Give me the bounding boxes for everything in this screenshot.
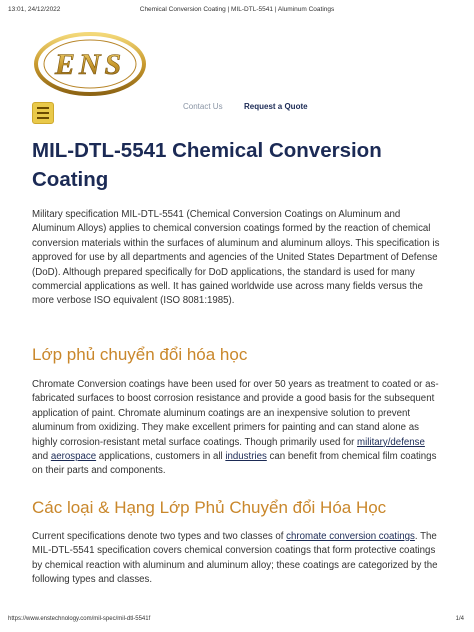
chromate-conversion-coatings-link[interactable]: chromate conversion coatings bbox=[286, 531, 415, 542]
types-paragraph bbox=[32, 530, 442, 588]
menu-line-icon bbox=[37, 107, 49, 109]
print-url: https://www.enstechnology.com/mil-spec/mil-dtl-5541f bbox=[8, 616, 151, 622]
request-quote-link[interactable]: Request a Quote bbox=[244, 102, 308, 111]
chromate-paragraph bbox=[32, 378, 442, 479]
paragraph-text: and bbox=[32, 451, 51, 463]
menu-line-icon bbox=[37, 117, 49, 119]
military-defense-link[interactable]: military/defense bbox=[357, 436, 425, 448]
logo-text: ENS bbox=[54, 48, 126, 81]
paragraph-text: Current specifications denote two types and two classes of bbox=[32, 531, 287, 542]
menu-line-icon bbox=[37, 112, 49, 114]
section-heading-types-classes: Các loại & Hạng Lớp Phủ Chuyển đổi Hóa Học bbox=[32, 498, 387, 517]
section-heading-chemical-conversion: Lớp phủ chuyển đổi hóa học bbox=[32, 345, 248, 364]
page-title: MIL-DTL-5541 Chemical Conversion Coating bbox=[32, 139, 382, 191]
paragraph-text: . The MIL-DTL-5541 specification covers chemical conversion coatings that form protective coatings by chemical reaction with aluminum and aluminum alloy; these coatings are categorized by the following types and classes. bbox=[32, 531, 438, 586]
paragraph-text: can benefit from chemical film coatings on their parts and components. bbox=[32, 451, 437, 477]
aerospace-link[interactable]: aerospace bbox=[50, 451, 97, 463]
ens-logo[interactable] bbox=[32, 30, 148, 98]
paragraph-text: Chromate Conversion coatings have been used for over 50 years as treatment to coated or as-fabricated surfaces to boost corrosion resistance and provide a good basis for the subsequent application of paint. Chromate aluminum coatings are an inexpensive solution to prevent aluminum from oxidizing. They make excellent primers for painting and can stand alone as highly corrosion-resistant metal surface coatings. Though primarily used for bbox=[32, 379, 439, 448]
hamburger-menu-button[interactable] bbox=[32, 102, 54, 124]
print-header bbox=[0, 6, 474, 18]
ens-logo-graphic bbox=[32, 30, 148, 98]
print-document-title: Chemical Conversion Coating | MIL-DTL-5541 | Aluminum Coatings bbox=[139, 6, 335, 13]
print-timestamp: 13:01, 24/12/2022 bbox=[8, 6, 61, 13]
intro-paragraph: Military specification MIL-DTL-5541 (Chemical Conversion Coatings on Aluminum and Aluminum Alloys) applies to chemical conversion coatings formed by the reaction of chemical conversion materials within the surfaces of aluminum and aluminum alloys. This specification is approved for use by all departments and agencies of the United States Department of Defense (DoD). Although prepared specifically for DoD applications, the standard is used for many commercial applications as well. It has gained worldwide use across many fields versus the more verbose ISO equivalent (ISO 8081:1985). bbox=[32, 209, 440, 307]
industries-link[interactable]: industries bbox=[225, 451, 267, 463]
contact-us-link[interactable]: Contact Us bbox=[183, 102, 223, 111]
print-footer bbox=[0, 616, 474, 626]
paragraph-text: applications, customers in all bbox=[96, 451, 226, 463]
page-number: 1/4 bbox=[455, 616, 464, 622]
